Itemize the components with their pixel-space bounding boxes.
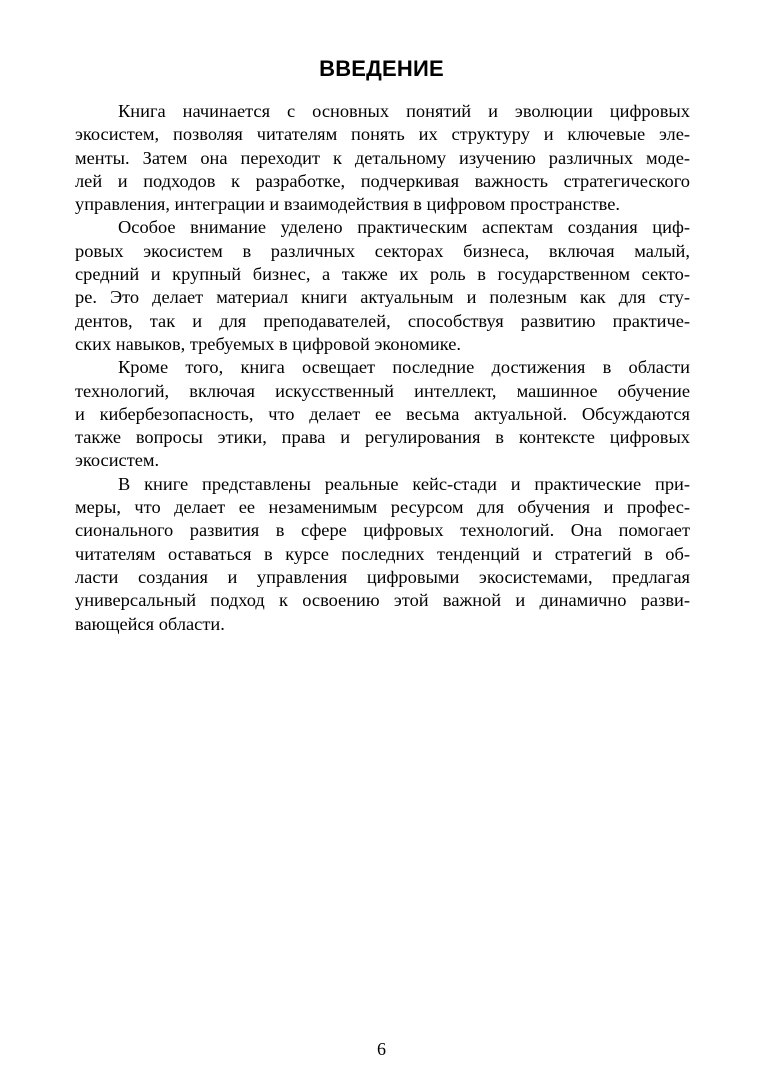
text-line: ских навыков, требуемых в цифровой экономике. [75, 333, 461, 354]
paragraph-4 [75, 473, 690, 636]
text-line: лей и подходов к разработке, подчеркивая важность стратегического [75, 170, 690, 191]
text-line: ровых экосистем в различных секторах бизнеса, включая малый, [75, 240, 690, 261]
paragraph-1 [75, 100, 690, 216]
text-line: В книге представлены реальные кейс-стади и практические при- [118, 473, 690, 494]
text-line: и кибербезопасность, что делает ее весьма актуальной. Обсуждаются [75, 403, 690, 424]
text-line: также вопросы этики, права и регулирования в контексте цифровых [75, 427, 690, 448]
page-number: 6 [377, 1039, 386, 1059]
text-line: менты. Затем она переходит к детальному изучению различных моде- [75, 147, 690, 168]
text-line: универсальный подход к освоению этой важной и динамично разви- [75, 590, 690, 611]
text-line: экосистем. [75, 450, 160, 471]
text-line: ласти создания и управления цифровыми экосистемами, предлагая [75, 566, 690, 587]
text-line: меры, что делает ее незаменимым ресурсом для обучения и профес- [75, 497, 690, 518]
body-text [75, 100, 690, 636]
text-line: средний и крупный бизнес, а также их роль в государственном секто- [75, 264, 690, 285]
page-title: ВВЕДЕНИЕ [319, 56, 444, 81]
text-line: технологий, включая искусственный интеллект, машинное обучение [75, 380, 690, 401]
text-line: читателям оставаться в курсе последних тенденций и стратегий в об- [75, 543, 690, 564]
text-line: управления, интеграции и взаимодействия в цифровом пространстве. [75, 194, 621, 215]
text-line: Особое внимание уделено практическим аспектам создания циф- [118, 217, 690, 238]
text-line: Книга начинается с основных понятий и эволюции цифровых [118, 101, 690, 121]
text-line: ре. Это делает материал книги актуальным и полезным как для сту- [75, 287, 690, 308]
text-line: экосистем, позволяя читателям понять их структуру и ключевые эле- [75, 124, 690, 145]
text-line: дентов, так и для преподавателей, способствуя развитию практиче- [75, 310, 690, 331]
paragraph-2 [75, 216, 690, 356]
text-line: вающейся области. [75, 613, 225, 634]
text-line: Кроме того, книга освещает последние достижения в области [118, 357, 690, 378]
text-line: сионального развития в сфере цифровых технологий. Она помогает [75, 520, 690, 541]
paragraph-3 [75, 356, 690, 472]
